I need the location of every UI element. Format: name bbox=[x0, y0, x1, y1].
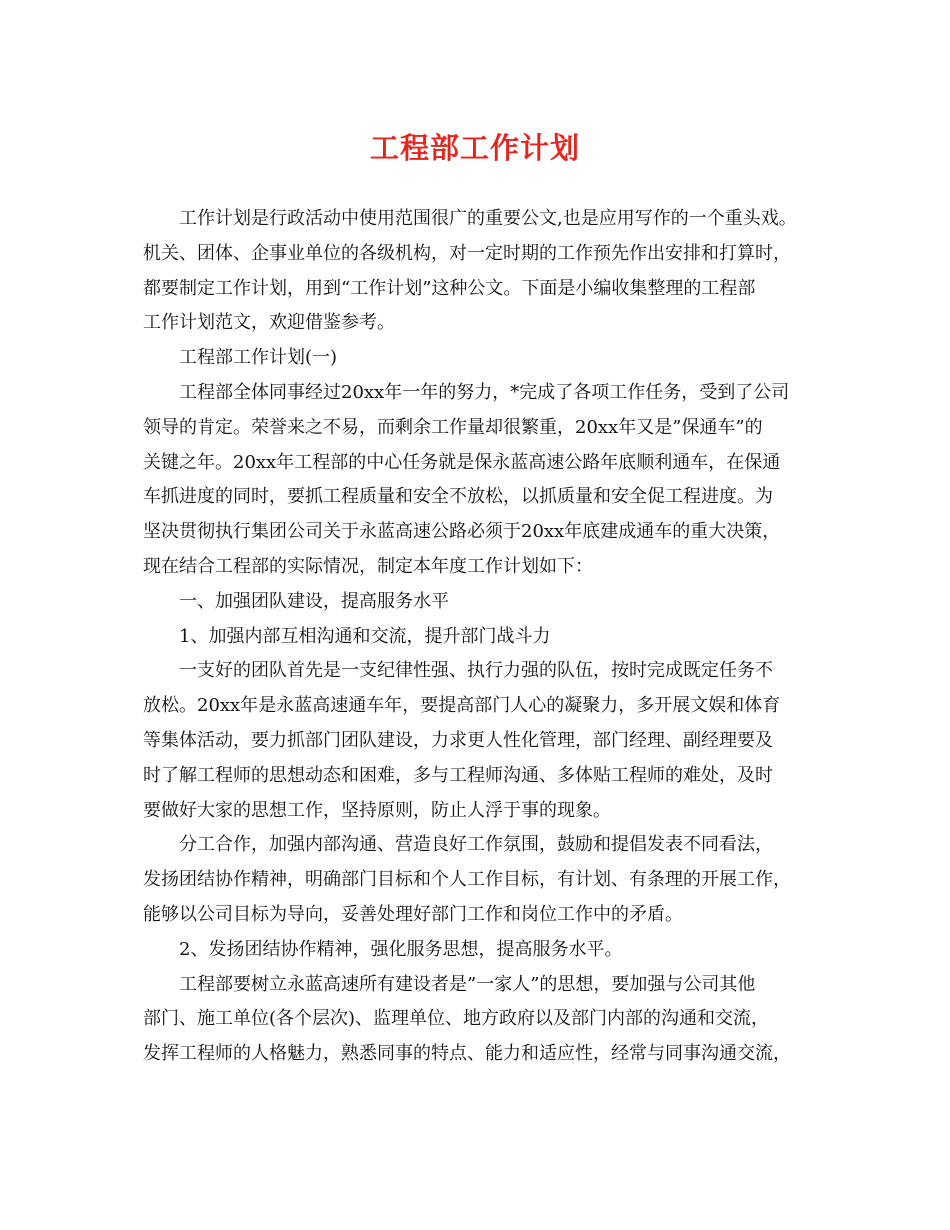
text-line: 能够以公司目标为导向，妥善处理好部门工作和岗位工作中的矛盾。 bbox=[143, 904, 683, 925]
text-line: 1、加强内部互相沟通和交流，提升部门战斗力 bbox=[179, 625, 551, 647]
text-line: 要做好大家的思想工作，坚持原则，防止人浮于事的现象。 bbox=[143, 799, 611, 821]
text-line: 机关、团体、企事业单位的各级机构，对一定时期的工作预先作出安排和打算时， bbox=[143, 242, 791, 264]
text-line: 发扬团结协作精神，明确部门目标和个人工作目标，有计划、有条理的开展工作， bbox=[143, 869, 791, 891]
text-line: 工程部要树立永蓝高速所有建设者是”一家人”的思想，要加强与公司其他 bbox=[179, 973, 756, 995]
text-line: 工作计划是行政活动中使用范围很广的重要公文,也是应用写作的一个重头戏。 bbox=[179, 208, 797, 229]
text-line: 2、发扬团结协作精神，强化服务思想，提高服务水平。 bbox=[179, 938, 623, 960]
document-title: 工程部工作计划 bbox=[369, 131, 580, 165]
text-line: 一支好的团队首先是一支纪律性强、执行力强的队伍，按时完成既定任务不 bbox=[179, 660, 773, 682]
text-line: 等集体活动，要力抓部门团队建设，力求更人性化管理，部门经理、副经理要及 bbox=[143, 730, 773, 751]
text-line: 关键之年。20xx年工程部的中心任务就是保永蓝高速公路年底顺利通车，在保通 bbox=[143, 451, 781, 473]
text-line: 时了解工程师的思想动态和困难，多与工程师沟通、多体贴工程师的难处，及时 bbox=[143, 764, 773, 786]
text-line: 一、加强团队建设，提高服务水平 bbox=[179, 590, 449, 612]
text-line: 分工合作，加强内部沟通、营造良好工作氛围，鼓励和提倡发表不同看法， bbox=[179, 834, 773, 856]
text-line: 发挥工程师的人格魅力，熟悉同事的特点、能力和适应性，经常与同事沟通交流， bbox=[143, 1043, 791, 1065]
text-line: 领导的肯定。荣誉来之不易，而剩余工作量却很繁重，20xx年又是”保通车”的 bbox=[143, 416, 763, 438]
text-line: 工程部工作计划(一) bbox=[179, 347, 338, 369]
text-line: 坚决贯彻执行集团公司关于永蓝高速公路必须于20xx年底建成通车的重大决策， bbox=[143, 521, 781, 543]
text-line: 部门、施工单位(各个层次)、监理单位、地方政府以及部门内部的沟通和交流， bbox=[143, 1008, 770, 1030]
text-line: 工程部全体同事经过20xx年一年的努力，*完成了各项工作任务，受到了公司 bbox=[179, 382, 790, 403]
text-line: 现在结合工程部的实际情况，制定本年度工作计划如下： bbox=[143, 556, 593, 577]
text-line: 工作计划范文，欢迎借鉴参考。 bbox=[143, 312, 395, 334]
text-line: 都要制定工作计划，用到“工作计划”这种公文。下面是小编收集整理的工程部 bbox=[143, 277, 756, 299]
text-line: 车抓进度的同时，要抓工程质量和安全不放松，以抓质量和安全促工程进度。为 bbox=[143, 486, 773, 508]
text-line: 放松。20xx年是永蓝高速通车年，要提高部门人心的凝聚力，多开展文娱和体育 bbox=[143, 695, 781, 717]
